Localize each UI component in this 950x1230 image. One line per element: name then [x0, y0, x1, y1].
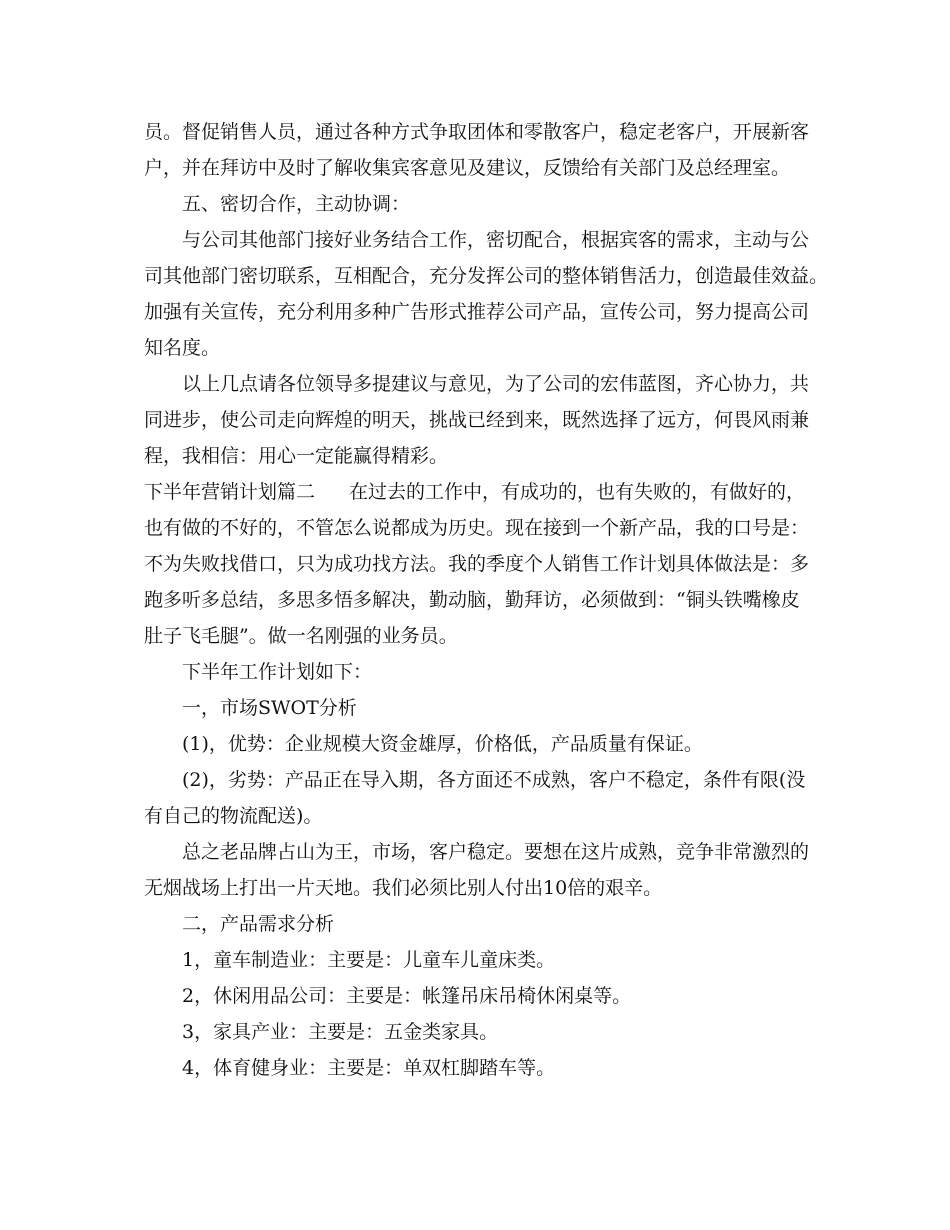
section-heading: 一，市场SWOT分析	[182, 697, 357, 719]
text-line: 加强有关宣传，充分利用多种广告形式推荐公司产品，宣传公司，努力提高公司	[144, 301, 810, 323]
article-title-line	[144, 474, 809, 510]
text-line: 肚子飞毛腿”。做一名刚强的业务员。	[144, 625, 458, 647]
text-line: 员。督促销售人员，通过各种方式争取团体和零散客户，稳定老客户，开展新客	[144, 121, 810, 143]
list-item: 4，体育健身业：主要是：单双杠脚踏车等。	[182, 1057, 556, 1079]
text-line: 知名度。	[144, 337, 221, 359]
text-line: 无烟战场上打出一片天地。我们必须比别人付出10倍的艰辛。	[144, 877, 663, 899]
text-line: 跑多听多总结，多思多悟多解决，勤动脑，勤拜访，必须做到：“铜头铁嘴橡皮	[144, 589, 800, 611]
section-heading: 二，产品需求分析	[182, 913, 335, 935]
text-line: 同进步，使公司走向辉煌的明天，挑战已经到来，既然选择了远方，何畏风雨兼	[144, 409, 810, 431]
text-line: 户，并在拜访中及时了解收集宾客意见及建议，反馈给有关部门及总经理室。	[144, 157, 791, 179]
text-line: 总之老品牌占山为王，市场，客户稳定。要想在这片成熟，竞争非常激烈的	[182, 841, 810, 863]
list-item: (1)，优势：企业规模大资金雄厚，价格低，产品质量有保证。	[182, 733, 703, 755]
list-item: 2，休闲用品公司：主要是：帐篷吊床吊椅休闲桌等。	[182, 985, 632, 1007]
list-item: (2)，劣势：产品正在导入期，各方面还不成熟，客户不稳定，条件有限(没	[182, 769, 806, 791]
text-line: 也有做的不好的，不管怎么说都成为历史。现在接到一个新产品，我的口号是：	[144, 517, 810, 539]
text-line: 以上几点请各位领导多提建议与意见，为了公司的宏伟蓝图，齐心协力，共	[182, 373, 810, 395]
text-line: 司其他部门密切联系，互相配合，充分发挥公司的整体销售活力，创造最佳效益。	[144, 265, 829, 287]
list-item: 3，家具产业：主要是：五金类家具。	[182, 1021, 499, 1043]
text-line: 下半年工作计划如下：	[182, 661, 373, 683]
article-intro: 在过去的工作中，有成功的，也有失败的，有做好的，	[349, 481, 806, 503]
text-line: 与公司其他部门接好业务结合工作，密切配合，根据宾客的需求，主动与公	[182, 229, 810, 251]
text-line: 程，我相信：用心一定能赢得精彩。	[144, 445, 449, 467]
text-line: 有自己的物流配送)。	[144, 805, 323, 827]
list-item: 1，童车制造业：主要是：儿童车儿童床类。	[182, 949, 556, 971]
text-line: 不为失败找借口，只为成功找方法。我的季度个人销售工作计划具体做法是：多	[144, 553, 810, 575]
section-heading: 五、密切合作，主动协调：	[182, 193, 411, 215]
article-title: 下半年营销计划篇二	[144, 481, 316, 503]
document-body	[144, 114, 829, 1086]
